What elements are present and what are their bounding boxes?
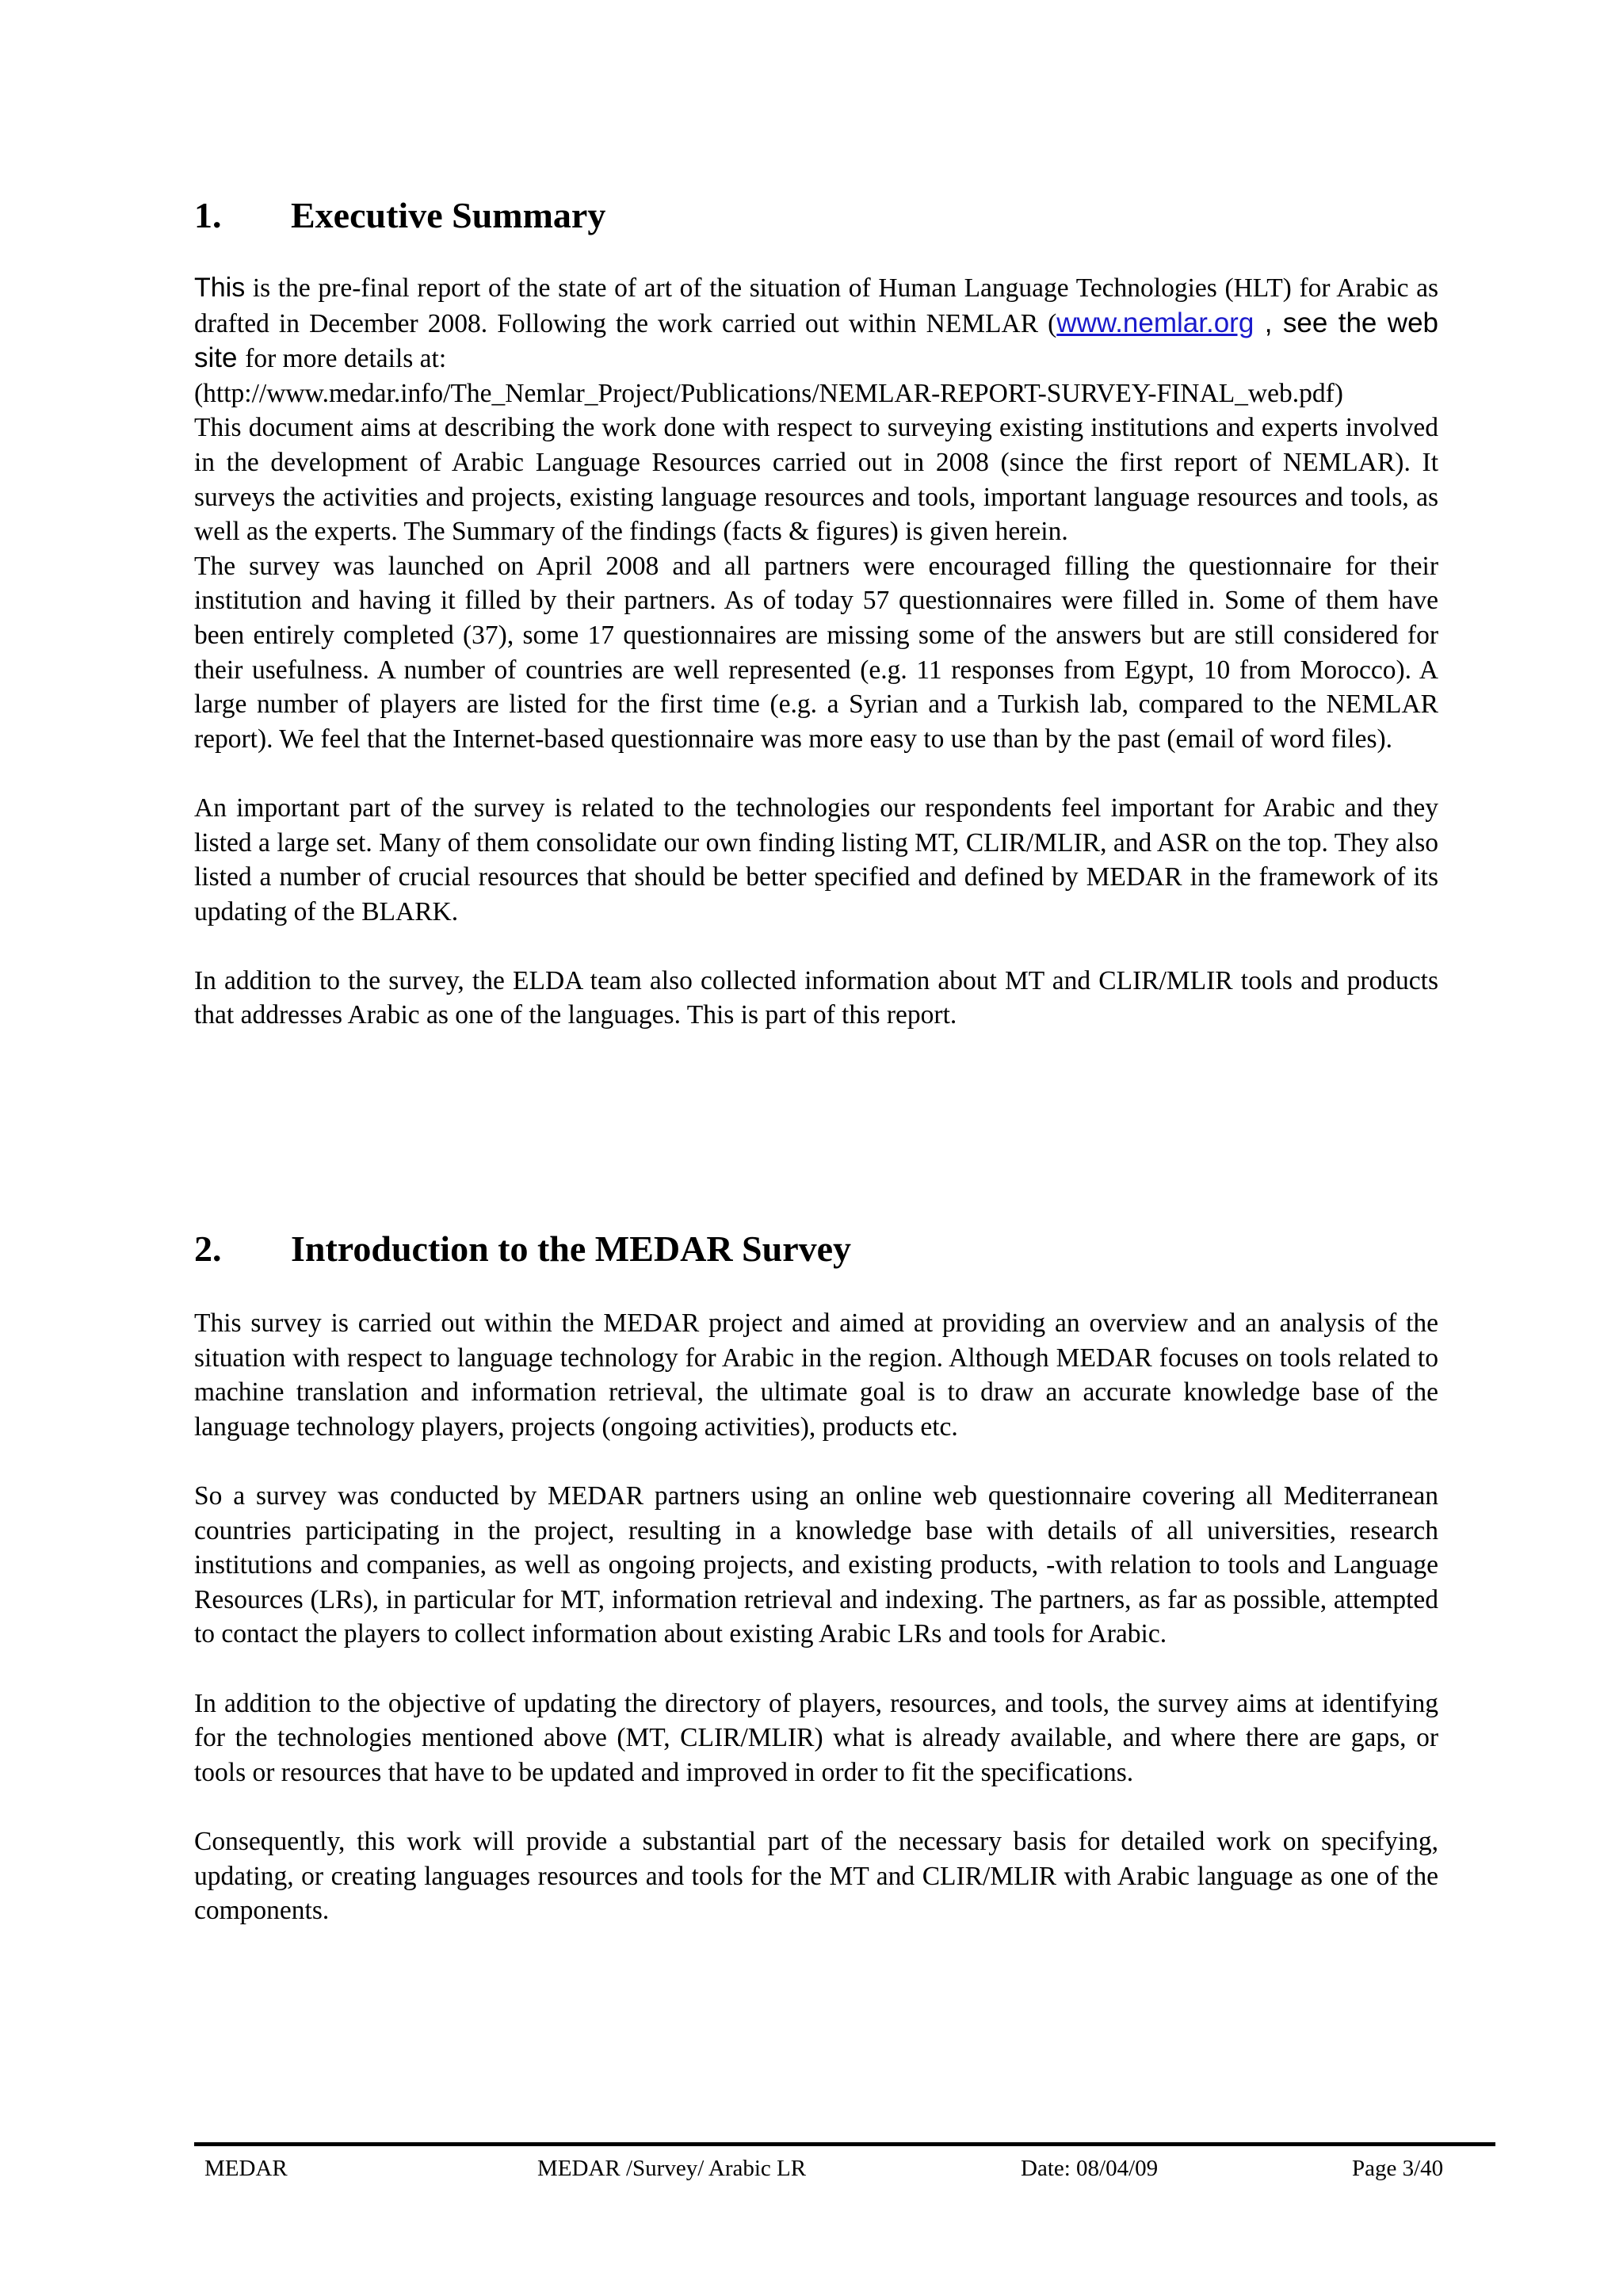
section-body-introduction: [194, 1306, 1438, 1928]
paragraph: Consequently, this work will provide a substantial part of the necessary basis for detailed work on specifying, updating, or creating languages resources and tools for the MT and CLIR/MLIR with Arabic language as one of the components.: [194, 1826, 1438, 1926]
paragraph: In addition to the objective of updating the directory of players, resources, and tools, the survey aims at identifying for the technologies mentioned above (MT, CLIR/MLIR) what is already available, and where there are gaps, or tools or resources that have to be updated and improved in order to fit the specifications.: [194, 1688, 1438, 1787]
footer-document: MEDAR /Survey/ Arabic LR: [537, 2156, 807, 2181]
intro-link-trailer: , see the web site: [194, 307, 1439, 374]
section-number: 1.: [194, 195, 222, 235]
section-heading-executive-summary: [194, 193, 605, 237]
section-title: Executive Summary: [291, 195, 606, 235]
section-title: Introduction to the MEDAR Survey: [291, 1228, 852, 1269]
footer-org: MEDAR: [204, 2156, 288, 2181]
intro-block: [194, 271, 1438, 549]
footer-rule: [194, 2142, 1495, 2146]
report-url-text: (http://www.medar.info/The_Nemlar_Project/Publications/NEMLAR-REPORT-SURVEY-FINAL_web.pdf): [194, 378, 1343, 408]
paragraph: So a survey was conducted by MEDAR partners using an online web questionnaire covering all Mediterranean countries participating in the project, resulting in a knowledge base with details of all universities, research institutions and companies, as well as ongoing projects, and existing products, -with relation to tools and Language Resources (LRs), in particular for MT, information retrieval and indexing. The partners, as far as possible, attempted to contact the players to collect information about existing Arabic LRs and tools for Arabic.: [194, 1480, 1438, 1649]
paragraph: The survey was launched on April 2008 and all partners were encouraged filling the questionnaire for their institution and having it filled by their partners. As of today 57 questionnaires were filled in. Some of them have been entirely completed (37), some 17 questionnaires are missing some of the answers but are still considered for their usefulness. A number of countries are well represented (e.g. 11 responses from Egypt, 10 from Morocco). A large number of players are listed for the first time (e.g. a Syrian and a Turkish lab, compared to the NEMLAR report). We feel that the Internet-based questionnaire was more easy to use than by the past (email of word files).: [194, 551, 1438, 754]
intro-lead-word: This: [194, 273, 246, 303]
section-heading-introduction: [194, 1227, 851, 1270]
section-body-executive-summary: [194, 271, 1438, 1033]
footer-page-number: Page 3/40: [1352, 2156, 1444, 2181]
intro-text: is the pre-final report of the state of art of the situation of Human Language Technologies (HLT) for Arabic as drafted in December 2008. Following the work carried out within NEMLAR (: [194, 273, 1438, 338]
footer-date: Date: 08/04/09: [1021, 2156, 1159, 2181]
intro-paragraph: [194, 271, 1438, 376]
paragraph: In addition to the survey, the ELDA team also collected information about MT and CLIR/MLIR tools and products that addresses Arabic as one of the languages. This is part of this report.: [194, 965, 1438, 1030]
nemlar-link[interactable]: www.nemlar.org: [1056, 307, 1254, 338]
intro-link-trailer-2: for more details at:: [245, 344, 447, 374]
intro-continuation: This document aims at describing the work done with respect to surveying existing institutions and experts involved in the development of Arabic Language Resources carried out in 2008 (since the first report of NEMLAR). It surveys the activities and projects, existing language resources and tools, important language resources and tools, as well as the experts. The Summary of the findings (facts & figures) is given herein.: [194, 413, 1438, 547]
paragraph: This survey is carried out within the MEDAR project and aimed at providing an overview and an analysis of the situation with respect to language technology for Arabic in the region. Although MEDAR focuses on tools related to machine translation and information retrieval, the ultimate goal is to draw an accurate knowledge base of the language technology players, projects (ongoing activities), products etc.: [194, 1308, 1438, 1442]
paragraph: An important part of the survey is related to the technologies our respondents feel important for Arabic and they listed a large set. Many of them consolidate our own finding listing MT, CLIR/MLIR, and ASR on the top. They also listed a number of crucial resources that should be better specified and defined by MEDAR in the framework of its updating of the BLARK.: [194, 793, 1438, 926]
section-number: 2.: [194, 1228, 222, 1269]
